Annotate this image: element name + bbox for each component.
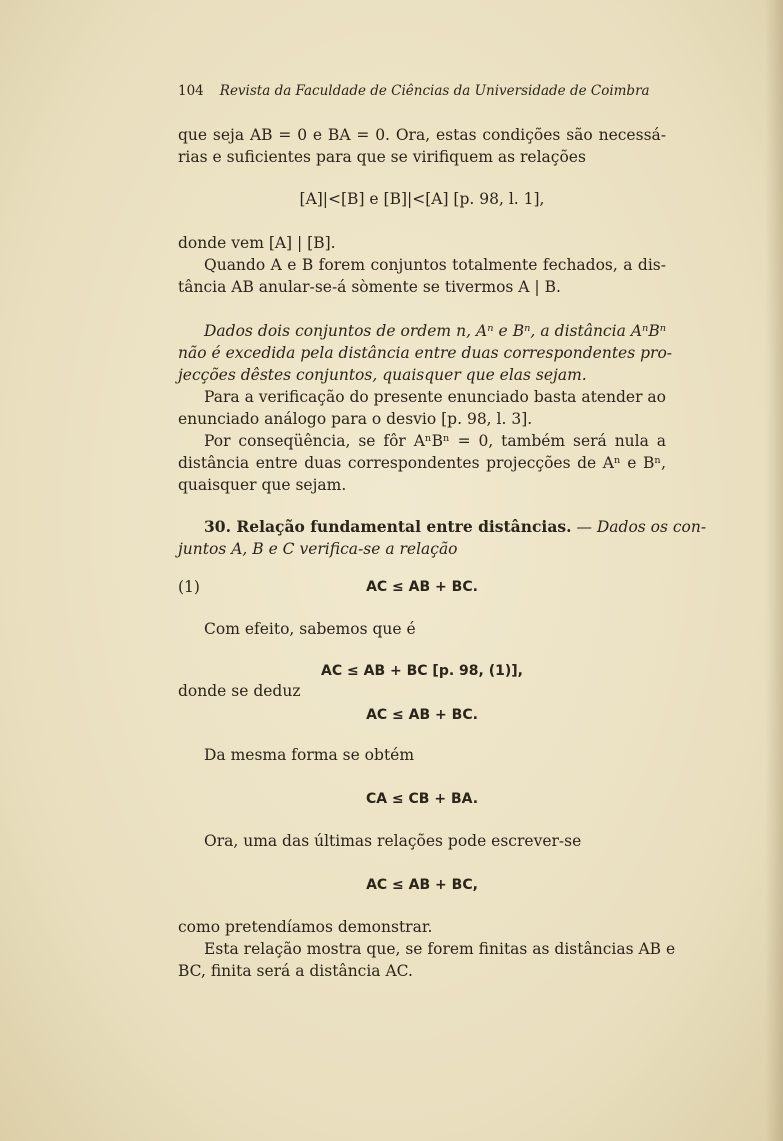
text-line: tância AB anular-se-á sòmente se tivermos A | B. xyxy=(178,278,561,296)
section-heading-line xyxy=(204,516,707,538)
text-line: donde se deduz xyxy=(178,682,301,700)
text-line: donde vem [A] | [B]. xyxy=(178,234,336,252)
text-line: Esta relação mostra que, se forem finitas as distâncias AB e xyxy=(204,940,676,958)
text-line: Quando A e B forem conjuntos totalmente fechados, a dis- xyxy=(204,256,666,274)
text-line: Ora, uma das últimas relações pode escrever-se xyxy=(204,832,582,850)
text-line: que seja AB = 0 e BA = 0. Ora, estas condições são necessá- xyxy=(178,126,666,144)
equation-3: AC ≤ AB + BC. xyxy=(366,707,478,723)
equation-5: AC ≤ AB + BC, xyxy=(366,877,478,893)
equation-1: AC ≤ AB + BC. xyxy=(366,579,478,595)
theorem-line: jecções dêstes conjuntos, quaisquer que elas sejam. xyxy=(178,366,587,384)
theorem-line: não é excedida pela distância entre duas correspondentes pro- xyxy=(178,344,673,362)
running-header xyxy=(178,80,666,102)
section-statement-cont: juntos A, B e C verifica-se a relação xyxy=(178,540,458,558)
section-heading: 30. Relação fundamental entre distâncias. xyxy=(204,517,572,536)
journal-title: Revista da Faculdade de Ciências da Universidade de Coimbra xyxy=(219,83,650,99)
relations-formula: [A]|<[B] e [B]|<[A] [p. 98, l. 1], xyxy=(299,190,545,208)
page-number: 104 xyxy=(178,83,204,99)
text-line: como pretendíamos demonstrar. xyxy=(178,918,433,936)
text-line: rias e suficientes para que se virifiquem as relações xyxy=(178,148,586,166)
text-line: enunciado análogo para o desvio [p. 98, l. 3]. xyxy=(178,410,533,428)
page-edge-shadow xyxy=(765,0,783,1141)
text-line: quaisquer que sejam. xyxy=(178,476,347,494)
equation-1-label: (1) xyxy=(178,578,200,596)
text-line: Da mesma forma se obtém xyxy=(204,746,415,764)
text-line: Para a verificação do presente enunciado basta atender ao xyxy=(204,388,666,406)
text-line: Com efeito, sabemos que é xyxy=(204,620,416,638)
section-statement: — Dados os con- xyxy=(576,518,707,536)
text-line: Por conseqüência, se fôr AⁿBⁿ = 0, também será nula a xyxy=(204,432,666,450)
equation-2: AC ≤ AB + BC [p. 98, (1)], xyxy=(321,663,523,679)
text-line: distância entre duas correspondentes projecções de Aⁿ e Bⁿ, xyxy=(178,454,666,472)
equation-4: CA ≤ CB + BA. xyxy=(365,791,479,807)
text-line: BC, finita será a distância AC. xyxy=(178,962,413,980)
theorem-line: Dados dois conjuntos de ordem n, Aⁿ e Bⁿ, a distância AⁿBⁿ xyxy=(204,322,666,340)
